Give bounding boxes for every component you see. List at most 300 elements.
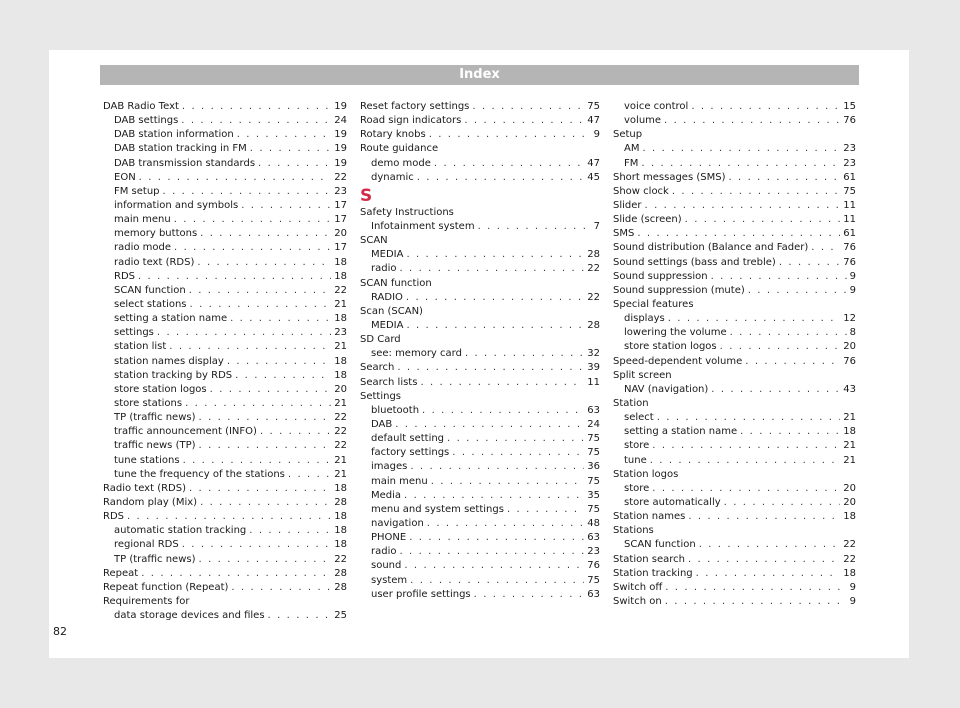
entry-term: Short messages (SMS) [613,171,726,183]
index-subentry [360,489,600,503]
entry-term: Switch on [613,595,662,607]
index-heading: Scan (SCAN) [360,305,423,317]
index-entry [613,581,856,595]
entry-page-number[interactable]: 47 [587,157,600,169]
dot-leader [748,284,847,298]
entry-page-number[interactable]: 22 [334,412,347,424]
entry-page-number[interactable]: 63 [587,588,600,600]
entry-page-number[interactable]: 76 [843,115,856,127]
index-subentry [613,383,856,397]
entry-term: Infotainment system [371,220,475,232]
index-subentry [103,227,347,241]
index-subentry [613,425,856,439]
entry-term: MEDIA [371,319,404,331]
entry-page-number[interactable]: 18 [334,256,347,268]
entry-term: Repeat function (Repeat) [103,581,229,593]
entry-page-number[interactable]: 75 [587,447,600,459]
entry-page-number[interactable]: 24 [334,115,347,127]
index-subentry [103,454,347,468]
index-subentry [103,298,347,312]
entry-page-number[interactable]: 21 [843,440,856,452]
index-subentry [613,411,856,425]
index-subentry [360,171,600,185]
index-subentry [103,185,347,199]
entry-term: store station logos [624,341,717,353]
entry-term: SCAN function [114,284,186,296]
entry-term: settings [114,327,154,339]
entry-page-number[interactable]: 23 [587,546,600,558]
entry-term: setting a station name [114,313,228,325]
entry-term: select stations [114,298,187,310]
dot-leader [189,284,332,298]
entry-term: traffic news (TP) [114,440,196,452]
entry-page-number[interactable]: 22 [334,284,347,296]
index-heading: Station logos [613,468,679,480]
entry-page-number[interactable]: 36 [587,461,600,473]
entry-page-number[interactable]: 18 [334,482,347,494]
index-entry [613,553,856,567]
index-heading: Requirements for [103,595,190,607]
index-entry [613,567,856,581]
dot-leader [181,114,331,128]
entry-page-number[interactable]: 28 [334,581,347,593]
dot-leader [395,418,584,432]
index-entry [613,241,856,255]
entry-term: menu and system settings [371,503,504,515]
entry-page-number[interactable]: 47 [587,115,600,127]
dot-leader [691,100,840,114]
entry-page-number[interactable]: 11 [587,376,600,388]
dot-leader [465,347,584,361]
entry-page-number[interactable]: 19 [334,143,347,155]
entry-page-number[interactable]: 21 [334,397,347,409]
dot-leader [720,340,841,354]
dot-leader [452,446,584,460]
index-entry [613,171,856,185]
entry-page-number[interactable]: 22 [843,539,856,551]
entry-term: radio [371,546,397,558]
entry-term: radio text (RDS) [114,256,195,268]
entry-term: main menu [371,475,428,487]
entry-term: factory settings [371,447,450,459]
index-subentry [360,531,600,545]
dot-leader [399,262,584,276]
entry-term: Show clock [613,185,669,197]
index-subentry [103,157,347,171]
entry-term: tune stations [114,454,180,466]
entry-term: demo mode [371,157,431,169]
entry-page-number[interactable]: 20 [843,482,856,494]
entry-page-number[interactable]: 19 [334,157,347,169]
entry-term: station list [114,341,167,353]
index-entry [103,482,347,496]
entry-term: setting a station name [624,426,738,438]
entry-page-number[interactable]: 21 [843,454,856,466]
dot-leader [237,128,332,142]
dot-leader [169,340,331,354]
dot-leader [249,524,331,538]
index-heading: SCAN [360,235,388,247]
entry-term: displays [624,313,665,325]
index-entry [103,496,347,510]
index-heading: Special features [613,298,694,310]
dot-leader [182,538,332,552]
entry-term: PHONE [371,532,407,544]
entry-term: FM setup [114,185,160,197]
entry-term: see: memory card [371,348,462,360]
index-subentry [103,256,347,270]
index-heading: SCAN function [360,277,432,289]
entry-term: SCAN function [624,539,696,551]
dot-leader [406,319,584,333]
index-subentry [103,340,347,354]
index-subentry [360,559,600,573]
entry-term: Media [371,489,402,501]
entry-page-number[interactable]: 18 [843,426,856,438]
index-entry [360,100,600,114]
entry-page-number[interactable]: 22 [334,426,347,438]
index-entry [613,270,856,284]
index-subentry [103,114,347,128]
entry-page-number[interactable]: 20 [334,383,347,395]
entry-term: Station search [613,553,685,565]
index-subentry [613,100,856,114]
entry-term: NAV (navigation) [624,383,709,395]
entry-page-number[interactable]: 22 [587,263,600,275]
dot-leader [664,114,840,128]
entry-page-number[interactable]: 75 [587,574,600,586]
entry-term: Search [360,362,395,374]
entry-page-number[interactable]: 18 [843,567,856,579]
entry-page-number[interactable]: 19 [334,101,347,112]
dot-leader [235,369,331,383]
index-subentry [613,157,856,171]
entry-term: data storage devices and files [114,610,265,622]
entry-page-number[interactable]: 9 [849,595,856,607]
entry-page-number[interactable]: 23 [843,143,856,155]
entry-page-number[interactable]: 28 [587,249,600,261]
dot-leader [728,171,840,185]
index-subentry [103,270,347,284]
index-subentry [103,213,347,227]
entry-page-number[interactable]: 20 [334,228,347,240]
index-entry [103,567,347,581]
dot-leader [174,213,332,227]
entry-page-number[interactable]: 12 [843,313,856,325]
index-entry [360,376,600,390]
entry-page-number[interactable]: 9 [849,581,856,593]
dot-leader [404,489,584,503]
dot-leader [190,298,332,312]
entry-page-number[interactable]: 22 [334,171,347,183]
entry-term: store automatically [624,496,721,508]
entry-page-number[interactable]: 22 [843,553,856,565]
entry-term: Sound settings (bass and treble) [613,256,776,268]
entry-page-number[interactable]: 21 [334,341,347,353]
index-heading: Stations [613,525,654,537]
dot-leader [685,213,841,227]
dot-leader [163,185,332,199]
dot-leader [688,510,840,524]
entry-term: MEDIA [371,249,404,261]
entry-page-number[interactable]: 23 [334,327,347,339]
dot-leader [183,454,332,468]
entry-term: Station names [613,511,686,523]
entry-page-number[interactable]: 23 [334,185,347,197]
dot-leader [641,157,840,171]
entry-page-number[interactable]: 22 [587,291,600,303]
entry-term: TP (traffic news) [114,553,196,565]
index-subentry [613,326,856,340]
entry-page-number[interactable]: 9 [593,129,600,141]
entry-page-number[interactable]: 24 [587,418,600,430]
dot-leader [464,114,584,128]
entry-term: store [624,440,650,452]
entry-term: Station tracking [613,567,693,579]
entry-page-number[interactable]: 21 [334,454,347,466]
index-subentry [103,128,347,142]
index-subentry [103,524,347,538]
entry-term: DAB [371,418,393,430]
entry-page-number[interactable]: 75 [587,433,600,445]
entry-term: Search lists [360,376,418,388]
index-subentry [360,475,600,489]
entry-term: store stations [114,397,183,409]
index-subentry [103,538,347,552]
entry-term: FM [624,157,639,169]
entry-page-number[interactable]: 19 [334,129,347,141]
entry-page-number[interactable]: 17 [334,214,347,226]
entry-page-number[interactable]: 17 [334,199,347,211]
entry-page-number[interactable]: 75 [587,475,600,487]
dot-leader [472,100,584,114]
index-subentry [613,482,856,496]
entry-term: DAB station information [114,129,234,141]
entry-term: DAB Radio Text [103,101,179,112]
entry-term: Sound distribution (Balance and Fader) [613,242,809,254]
entry-page-number[interactable]: 18 [334,525,347,537]
dot-leader [199,553,332,567]
dot-leader [210,383,332,397]
index-subentry [613,114,856,128]
index-entry [613,595,856,609]
entry-term: RDS [103,511,124,523]
dot-leader [197,256,331,270]
entry-page-number[interactable]: 18 [334,539,347,551]
index-subentry [360,157,600,171]
index-subentry [360,503,600,517]
entry-page-number[interactable]: 20 [843,496,856,508]
dot-leader [417,171,585,185]
entry-page-number[interactable]: 75 [587,101,600,112]
dot-leader [409,531,584,545]
entry-page-number[interactable]: 18 [843,511,856,523]
dot-leader [410,460,584,474]
entry-term: main menu [114,214,171,226]
dot-leader [189,482,331,496]
entry-term: user profile settings [371,588,471,600]
index-subentry [613,312,856,326]
index-subentry [103,609,347,623]
entry-term: DAB settings [114,115,179,127]
dot-leader [672,185,840,199]
entry-page-number[interactable]: 20 [843,341,856,353]
entry-page-number[interactable]: 28 [587,319,600,331]
entry-page-number[interactable]: 39 [587,362,600,374]
entry-page-number[interactable]: 61 [843,228,856,240]
entry-page-number[interactable]: 76 [843,242,856,254]
entry-page-number[interactable]: 75 [843,185,856,197]
index-subentry [613,142,856,156]
dot-leader [241,199,331,213]
index-subentry [103,369,347,383]
entry-page-number[interactable]: 28 [334,567,347,579]
dot-leader [688,553,840,567]
dot-leader [138,270,331,284]
index-subentry [360,418,600,432]
dot-leader [507,503,584,517]
index-subentry [360,248,600,262]
index-heading: Safety Instructions [360,206,454,218]
entry-page-number[interactable]: 17 [334,242,347,254]
entry-page-number[interactable]: 43 [843,383,856,395]
dot-leader [404,559,584,573]
dot-leader [696,567,841,581]
dot-leader [652,482,840,496]
entry-term: station tracking by RDS [114,369,233,381]
dot-leader [141,567,331,581]
dot-leader [642,142,840,156]
entry-term: TP (traffic news) [114,412,196,424]
entry-page-number[interactable]: 22 [334,440,347,452]
entry-page-number[interactable]: 28 [334,496,347,508]
dot-leader [474,588,585,602]
entry-term: bluetooth [371,404,420,416]
index-entry [360,114,600,128]
entry-term: lowering the volume [624,327,727,339]
dot-leader [258,157,331,171]
entry-term: Road sign indicators [360,115,462,127]
entry-page-number[interactable]: 22 [334,553,347,565]
entry-page-number[interactable]: 76 [587,560,600,572]
index-heading: Settings [360,390,402,402]
index-column-2 [360,100,600,602]
index-heading: Setup [613,129,643,141]
entry-term: radio [371,263,397,275]
entry-page-number[interactable]: 63 [587,404,600,416]
index-entry [613,355,856,369]
dot-leader [185,397,331,411]
entry-term: store station logos [114,383,207,395]
entry-page-number[interactable]: 63 [587,532,600,544]
entry-term: Reset factory settings [360,101,470,112]
dot-leader [711,270,847,284]
index-subentry [103,326,347,340]
entry-page-number[interactable]: 15 [843,101,856,112]
index-entry [613,510,856,524]
entry-page-number[interactable]: 45 [587,171,600,183]
entry-page-number[interactable]: 11 [843,199,856,211]
index-subentry [103,468,347,482]
entry-page-number[interactable]: 21 [843,412,856,424]
dot-leader [657,411,841,425]
dot-leader [139,171,332,185]
index-subentry [360,517,600,531]
entry-page-number[interactable]: 9 [849,270,856,282]
entry-term: Rotary knobs [360,129,426,141]
entry-page-number[interactable]: 61 [843,171,856,183]
index-subentry [360,404,600,418]
entry-term: Sound suppression (mute) [613,284,745,296]
entry-page-number[interactable]: 18 [334,313,347,325]
dot-leader [288,468,331,482]
index-subentry [103,397,347,411]
index-entry [613,284,856,298]
entry-page-number[interactable]: 7 [593,220,600,232]
entry-page-number[interactable]: 23 [843,157,856,169]
dot-leader [668,312,841,326]
dot-leader [231,581,331,595]
index-subentry [360,574,600,588]
entry-term: RDS [114,270,135,282]
entry-page-number[interactable]: 9 [849,284,856,296]
page-title: Index [459,67,500,82]
entry-page-number[interactable]: 48 [587,517,600,529]
entry-term: Speed-dependent volume [613,355,743,367]
entry-page-number[interactable]: 75 [587,503,600,515]
index-page [49,50,909,658]
index-subentry [103,553,347,567]
dot-leader [745,355,840,369]
dot-leader [431,475,585,489]
index-subentry [360,432,600,446]
dot-leader [429,128,591,142]
entry-term: system [371,574,408,586]
entry-page-number[interactable]: 11 [843,214,856,226]
dot-leader [268,609,332,623]
entry-page-number[interactable]: 8 [849,327,856,339]
index-entry [613,185,856,199]
entry-page-number[interactable]: 18 [334,270,347,282]
index-entry [613,227,856,241]
index-subentry [360,220,600,234]
index-subentry [360,588,600,602]
dot-leader [811,241,840,255]
dot-leader [637,227,840,241]
entry-page-number[interactable]: 18 [334,369,347,381]
entry-page-number[interactable]: 32 [587,348,600,360]
entry-term: DAB station tracking in FM [114,143,247,155]
entry-page-number[interactable]: 35 [587,489,600,501]
entry-page-number[interactable]: 25 [334,610,347,622]
entry-page-number[interactable]: 18 [334,355,347,367]
entry-term: station names display [114,355,224,367]
entry-page-number[interactable]: 76 [843,256,856,268]
entry-term: navigation [371,517,424,529]
index-entry [613,199,856,213]
entry-page-number[interactable]: 21 [334,298,347,310]
dot-leader [724,496,841,510]
dot-leader [230,312,331,326]
entry-term: memory buttons [114,228,198,240]
entry-page-number[interactable]: 18 [334,511,347,523]
index-heading: SD Card [360,334,401,346]
entry-page-number[interactable]: 76 [843,355,856,367]
entry-page-number[interactable]: 21 [334,468,347,480]
index-column-3 [613,100,856,609]
index-subentry [103,439,347,453]
index-subentry [360,446,600,460]
